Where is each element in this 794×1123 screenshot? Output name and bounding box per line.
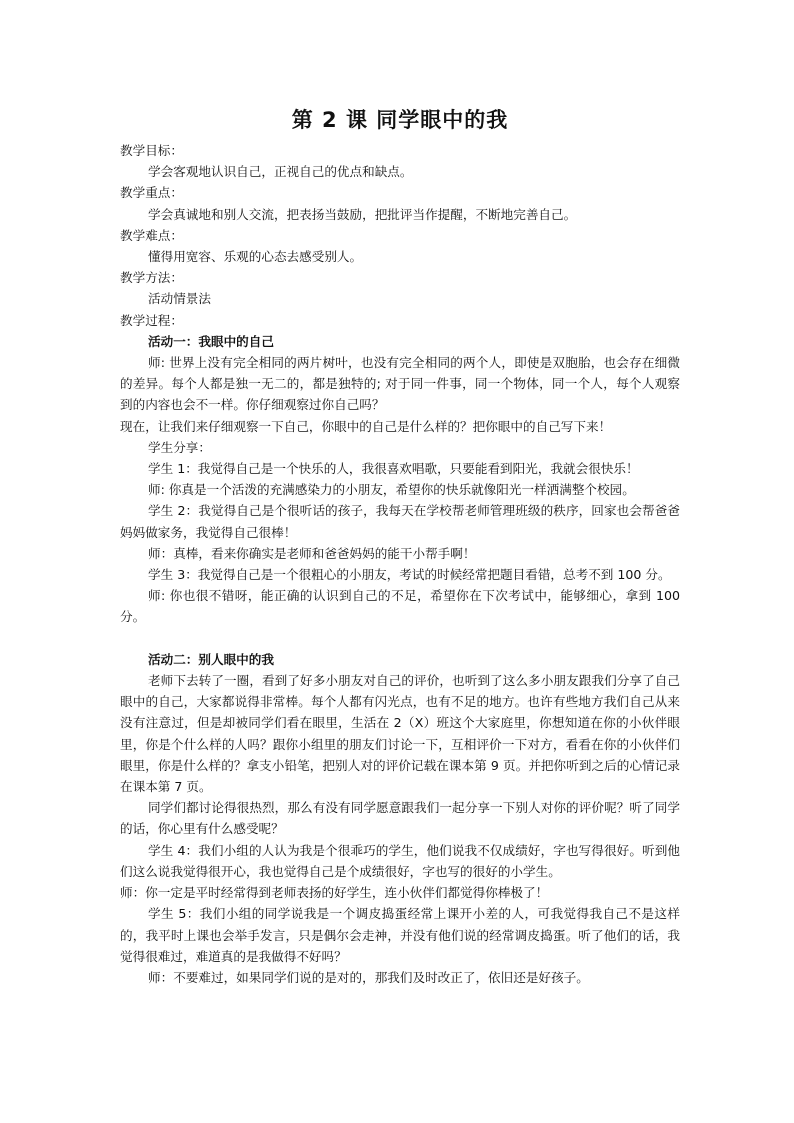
- activity1-line: 学生 1：我觉得自己是一个快乐的人，我很喜欢唱歌，只要能看到阳光，我就会很快乐！: [148, 461, 639, 477]
- process-label: 教学过程：: [120, 312, 183, 328]
- activity1-line: 师: 你也很不错呀，能正确的认识到自己的不足，希望你在下次考试中，能够细心，拿到 100 分。: [120, 588, 680, 625]
- activity2-para1: 老师下去转了一圈，看到了好多小朋友对自己的评价，也听到了这么多小朋友跟我们分享了自己眼中的自己，大家都说得非常棒。每个人都有闪光点，也有不足的地方。也许有些地方我们自己从来没有注意过，但是却被同学们看在眼里，生活在 2（X）班这个大家庭里，你想知道在你的小伙伴眼里，你是个什么样的人吗？跟你小组里的朋友们讨论一下，互相评价一下对方，看看在你的小伙伴们眼里，你是什么样的？拿支小铅笔，把别人对的评价记载在课本第 9 页。并把你听到之后的心情记录在课本第 7 页。: [120, 673, 680, 795]
- activity1-share-label: 学生分享：: [148, 439, 211, 455]
- activity1-prompt: 现在，让我们来仔细观察一下自己，你眼中的自己是什么样的？把你眼中的自己写下来！: [120, 418, 612, 434]
- goals-text: 学会客观地认识自己，正视自己的优点和缺点。: [148, 164, 413, 180]
- key-points-label: 教学重点：: [120, 185, 183, 201]
- paragraph-gap: [120, 628, 680, 649]
- methods-text: 活动情景法: [148, 291, 211, 307]
- activity2-student5: 学生 5：我们小组的同学说我是一个调皮捣蛋经常上课开小差的人，可我觉得我自己不是这样的，我平时上课也会举手发言，只是偶尔会走神，并没有他们说的经常调皮捣蛋。听了他们的话，我觉得很难过，难道真的是我做得不好吗？: [120, 906, 680, 964]
- activity1-line: 师: 你真是一个活泼的充满感染力的小朋友，希望你的快乐就像阳光一样洒满整个校园。: [148, 482, 635, 498]
- activity2-student4: 学生 4：我们小组的人认为我是个很乖巧的学生，他们说我不仅成绩好，字也写得很好。听到他们这么说我觉得很开心，我也觉得自己是个成绩很好，字也写的很好的小学生。: [120, 842, 680, 879]
- difficulties-text: 懂得用宽容、乐观的心态去感受别人。: [148, 249, 363, 265]
- goals-label: 教学目标：: [120, 143, 183, 158]
- activity1-heading: 活动一：我眼中的自己: [148, 333, 274, 349]
- activity1-intro: 师: 世界上没有完全相同的两片树叶，也没有完全相同的两个人，即使是双胞胎，也会存在细微的差异。每个人都是独一无二的，都是独特的; 对于同一件事，同一个物体，同一个人，每个人观察到的内容也会不一样。你仔细观察过你自己吗？: [120, 355, 680, 413]
- lesson-title: 第 2 课 同学眼中的我: [291, 108, 509, 132]
- difficulties-label: 教学难点：: [120, 227, 183, 243]
- key-points-text: 学会真诚地和别人交流，把表扬当鼓励，把批评当作提醒，不断地完善自己。: [148, 206, 577, 222]
- activity2-para2: 同学们都讨论得很热烈，那么有没有同学愿意跟我们一起分享一下别人对你的评价呢？听了同学的话，你心里有什么感受呢？: [120, 800, 680, 837]
- activity1-line: 学生 2：我觉得自己是个很听话的孩子，我每天在学校帮老师管理班级的秩序，回家也会帮爸爸妈妈做家务，我觉得自己很棒！: [120, 503, 680, 540]
- document-page: [120, 104, 680, 988]
- activity1-line: 学生 3：我觉得自己是一个很粗心的小朋友，考试的时候经常把题目看错，总考不到 100 分。: [148, 567, 671, 583]
- activity2-teacher4: 师：你一定是平时经常得到老师表扬的好学生，连小伙伴们都觉得你棒极了！: [120, 885, 549, 901]
- activity2-heading: 活动二：别人眼中的我: [148, 651, 274, 667]
- activity1-line: 师：真棒，看来你确实是老师和爸爸妈妈的能干小帮手啊！: [148, 545, 476, 561]
- activity2-teacher5: 师：不要难过，如果同学们说的是对的，那我们及时改正了，依旧还是好孩子。: [148, 969, 589, 985]
- methods-label: 教学方法：: [120, 270, 183, 286]
